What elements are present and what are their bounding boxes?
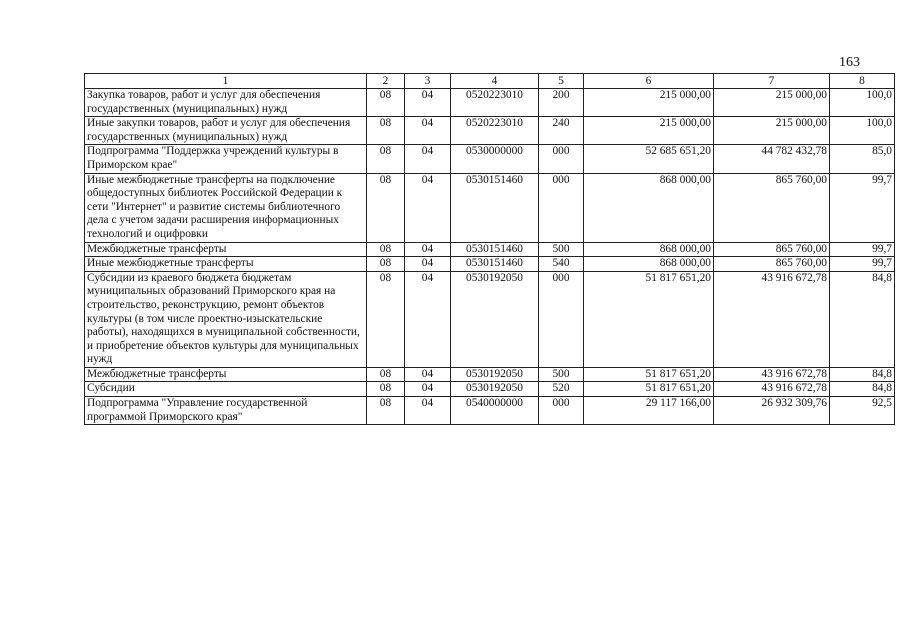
row-name: Закупка товаров, работ и услуг для обеспечения государственных (муниципальных) нужд [85, 89, 367, 117]
expense-type-code: 520 [539, 382, 584, 397]
row-name: Иные закупки товаров, работ и услуг для обеспечения государственных (муниципальных) нужд [85, 117, 367, 145]
planned-amount: 51 817 651,20 [584, 382, 714, 397]
execution-percent: 100,0 [830, 89, 895, 117]
target-article-code: 0530000000 [451, 145, 539, 173]
planned-amount: 215 000,00 [584, 117, 714, 145]
table-row [85, 117, 895, 145]
section-code: 08 [367, 242, 405, 257]
planned-amount: 52 685 651,20 [584, 145, 714, 173]
expense-type-code: 000 [539, 145, 584, 173]
column-header-2: 2 [367, 74, 405, 89]
actual-amount: 43 916 672,78 [714, 382, 830, 397]
target-article-code: 0530192050 [451, 271, 539, 367]
planned-amount: 51 817 651,20 [584, 271, 714, 367]
section-code: 08 [367, 271, 405, 367]
target-article-code: 0530151460 [451, 242, 539, 257]
subsection-code: 04 [405, 367, 451, 382]
table-row [85, 367, 895, 382]
target-article-code: 0520223010 [451, 89, 539, 117]
actual-amount: 865 760,00 [714, 257, 830, 272]
section-code: 08 [367, 145, 405, 173]
section-code: 08 [367, 382, 405, 397]
execution-percent: 84,8 [830, 271, 895, 367]
subsection-code: 04 [405, 117, 451, 145]
expense-type-code: 200 [539, 89, 584, 117]
section-code: 08 [367, 397, 405, 425]
subsection-code: 04 [405, 173, 451, 242]
subsection-code: 04 [405, 271, 451, 367]
table-row [85, 397, 895, 425]
expense-type-code: 000 [539, 397, 584, 425]
table-row [85, 257, 895, 272]
planned-amount: 51 817 651,20 [584, 367, 714, 382]
target-article-code: 0530151460 [451, 173, 539, 242]
row-name: Субсидии [85, 382, 367, 397]
actual-amount: 44 782 432,78 [714, 145, 830, 173]
actual-amount: 215 000,00 [714, 117, 830, 145]
execution-percent: 99,7 [830, 173, 895, 242]
actual-amount: 26 932 309,76 [714, 397, 830, 425]
section-code: 08 [367, 117, 405, 145]
page-number: 163 [839, 55, 860, 70]
expense-type-code: 000 [539, 271, 584, 367]
header-row [85, 74, 895, 89]
subsection-code: 04 [405, 397, 451, 425]
table-row [85, 89, 895, 117]
target-article-code: 0530192050 [451, 367, 539, 382]
target-article-code: 0520223010 [451, 117, 539, 145]
section-code: 08 [367, 89, 405, 117]
planned-amount: 29 117 166,00 [584, 397, 714, 425]
execution-percent: 100,0 [830, 117, 895, 145]
expense-type-code: 500 [539, 367, 584, 382]
expense-type-code: 000 [539, 173, 584, 242]
table-row [85, 242, 895, 257]
actual-amount: 865 760,00 [714, 173, 830, 242]
execution-percent: 99,7 [830, 257, 895, 272]
row-name: Иные межбюджетные трансферты [85, 257, 367, 272]
execution-percent: 85,0 [830, 145, 895, 173]
row-name: Подпрограмма "Поддержка учреждений культуры в Приморском крае" [85, 145, 367, 173]
budget-table [84, 73, 895, 425]
subsection-code: 04 [405, 89, 451, 117]
column-header-3: 3 [405, 74, 451, 89]
actual-amount: 215 000,00 [714, 89, 830, 117]
row-name: Подпрограмма "Управление государственной программой Приморского края" [85, 397, 367, 425]
planned-amount: 215 000,00 [584, 89, 714, 117]
row-name: Межбюджетные трансферты [85, 367, 367, 382]
section-code: 08 [367, 367, 405, 382]
subsection-code: 04 [405, 145, 451, 173]
table-row [85, 271, 895, 367]
section-code: 08 [367, 173, 405, 242]
target-article-code: 0530192050 [451, 382, 539, 397]
actual-amount: 43 916 672,78 [714, 271, 830, 367]
table-row [85, 173, 895, 242]
row-name: Межбюджетные трансферты [85, 242, 367, 257]
actual-amount: 43 916 672,78 [714, 367, 830, 382]
subsection-code: 04 [405, 257, 451, 272]
row-name: Субсидии из краевого бюджета бюджетам муниципальных образований Приморского края на строительство, реконструкцию, ремонт объектов культуры (в том числе проектно-изыскательские работы), находящихся в муниципальной собственности, и приобретение объектов культуры для муниципальных нужд [85, 271, 367, 367]
actual-amount: 865 760,00 [714, 242, 830, 257]
subsection-code: 04 [405, 382, 451, 397]
execution-percent: 84,8 [830, 367, 895, 382]
subsection-code: 04 [405, 242, 451, 257]
column-header-5: 5 [539, 74, 584, 89]
table-row [85, 145, 895, 173]
column-header-7: 7 [714, 74, 830, 89]
target-article-code: 0540000000 [451, 397, 539, 425]
target-article-code: 0530151460 [451, 257, 539, 272]
planned-amount: 868 000,00 [584, 257, 714, 272]
column-header-6: 6 [584, 74, 714, 89]
planned-amount: 868 000,00 [584, 173, 714, 242]
table-row [85, 382, 895, 397]
row-name: Иные межбюджетные трансферты на подключение общедоступных библиотек Российской Федерации к сети "Интернет" и развитие системы библиотечного дела с учетом задачи расширения информационных технологий и оцифровки [85, 173, 367, 242]
column-header-8: 8 [830, 74, 895, 89]
execution-percent: 99,7 [830, 242, 895, 257]
planned-amount: 868 000,00 [584, 242, 714, 257]
execution-percent: 92,5 [830, 397, 895, 425]
expense-type-code: 500 [539, 242, 584, 257]
column-header-1: 1 [85, 74, 367, 89]
execution-percent: 84,8 [830, 382, 895, 397]
section-code: 08 [367, 257, 405, 272]
column-header-4: 4 [451, 74, 539, 89]
expense-type-code: 240 [539, 117, 584, 145]
expense-type-code: 540 [539, 257, 584, 272]
